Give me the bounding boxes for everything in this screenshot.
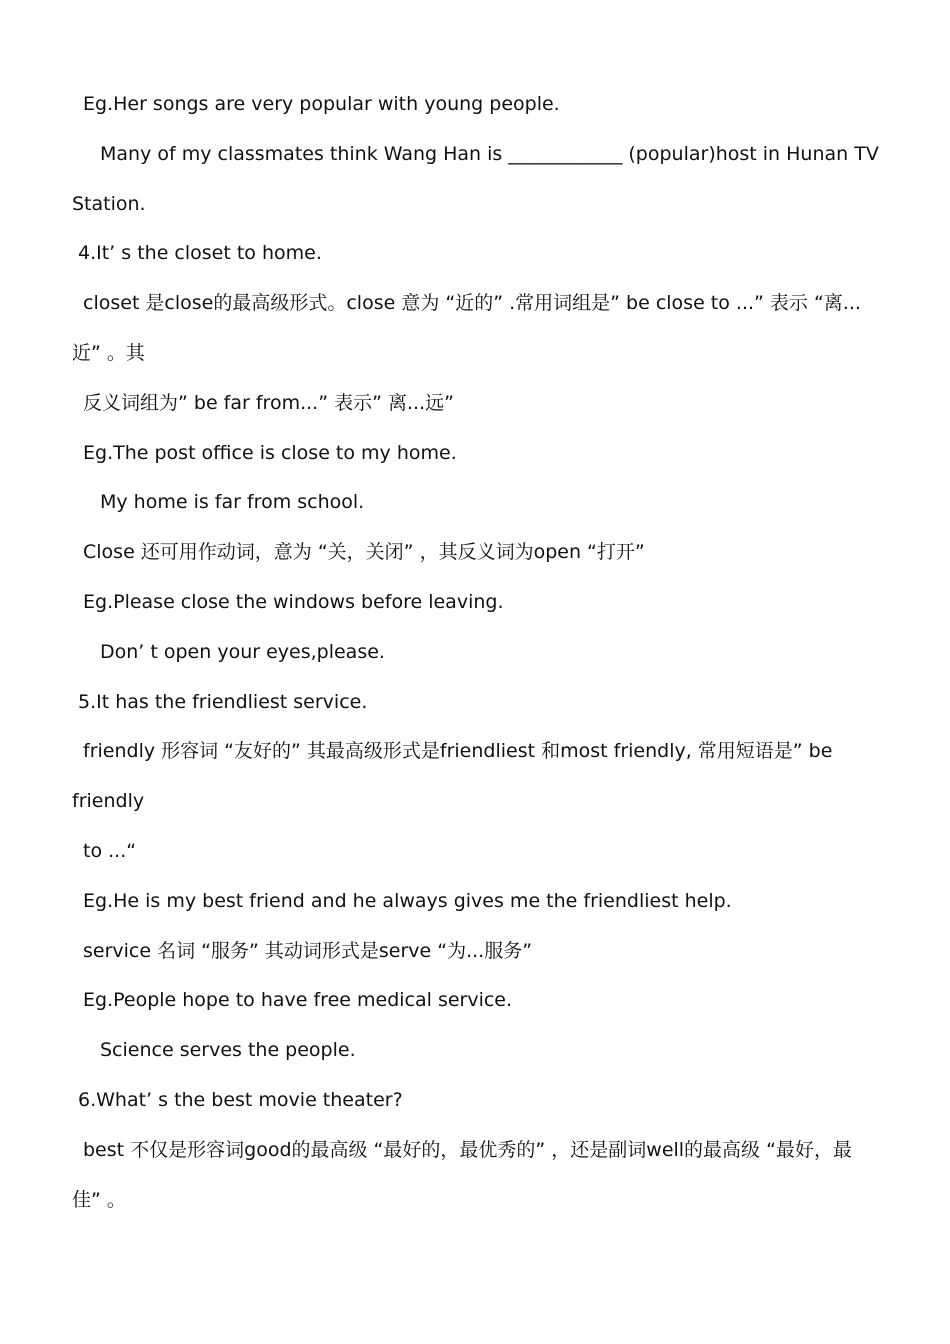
example-line: My home is far from school. <box>100 491 365 514</box>
explanation-line: friendly 形容词 “友好的” 其最高级形式是friendliest 和most friendly, 常用短语是” be <box>83 740 833 763</box>
example-line: Eg.The post office is close to my home. <box>83 441 457 464</box>
explanation-line-continued: 近” 。其 <box>72 341 145 364</box>
exercise-line-continued: Station. <box>72 192 146 215</box>
example-line: Eg.Her songs are very popular with young people. <box>83 93 560 115</box>
example-line: Eg.He is my best friend and he always gives me the friendliest help. <box>83 889 732 912</box>
example-line: Eg.Please close the windows before leaving. <box>83 590 504 613</box>
explanation-line: Close 还可用作动词，意为 “关，关闭” ，其反义词为open “打开” <box>83 541 645 564</box>
explanation-line-continued: 佳” 。 <box>72 1188 126 1211</box>
example-line: Eg.People hope to have free medical service. <box>83 989 513 1012</box>
explanation-line-continued: to ...“ <box>83 839 137 862</box>
explanation-line: closet 是close的最高级形式。close 意为 “近的” .常用词组是” be close to ...” 表示 “离... <box>83 292 861 315</box>
section-heading-6: 6.What’ s the best movie theater? <box>78 1088 403 1111</box>
example-line: Don’ t open your eyes,please. <box>100 640 385 663</box>
document-body <box>72 80 879 1225</box>
example-line: Science serves the people. <box>100 1039 356 1062</box>
explanation-line: best 不仅是形容词good的最高级 “最好的，最优秀的” ，还是副词well的最高级 “最好，最 <box>83 1138 852 1161</box>
explanation-line: 反义词组为” be far from...” 表示” 离...远” <box>83 391 454 414</box>
explanation-line-continued: friendly <box>72 790 145 813</box>
explanation-line: service 名词 “服务” 其动词形式是serve “为...服务” <box>83 939 533 962</box>
exercise-line: Many of my classmates think Wang Han is ____________ (popular)host in Hunan TV <box>100 142 879 165</box>
section-heading-4: 4.It’ s the closet to home. <box>78 242 322 265</box>
section-heading-5: 5.It has the friendliest service. <box>78 690 368 713</box>
